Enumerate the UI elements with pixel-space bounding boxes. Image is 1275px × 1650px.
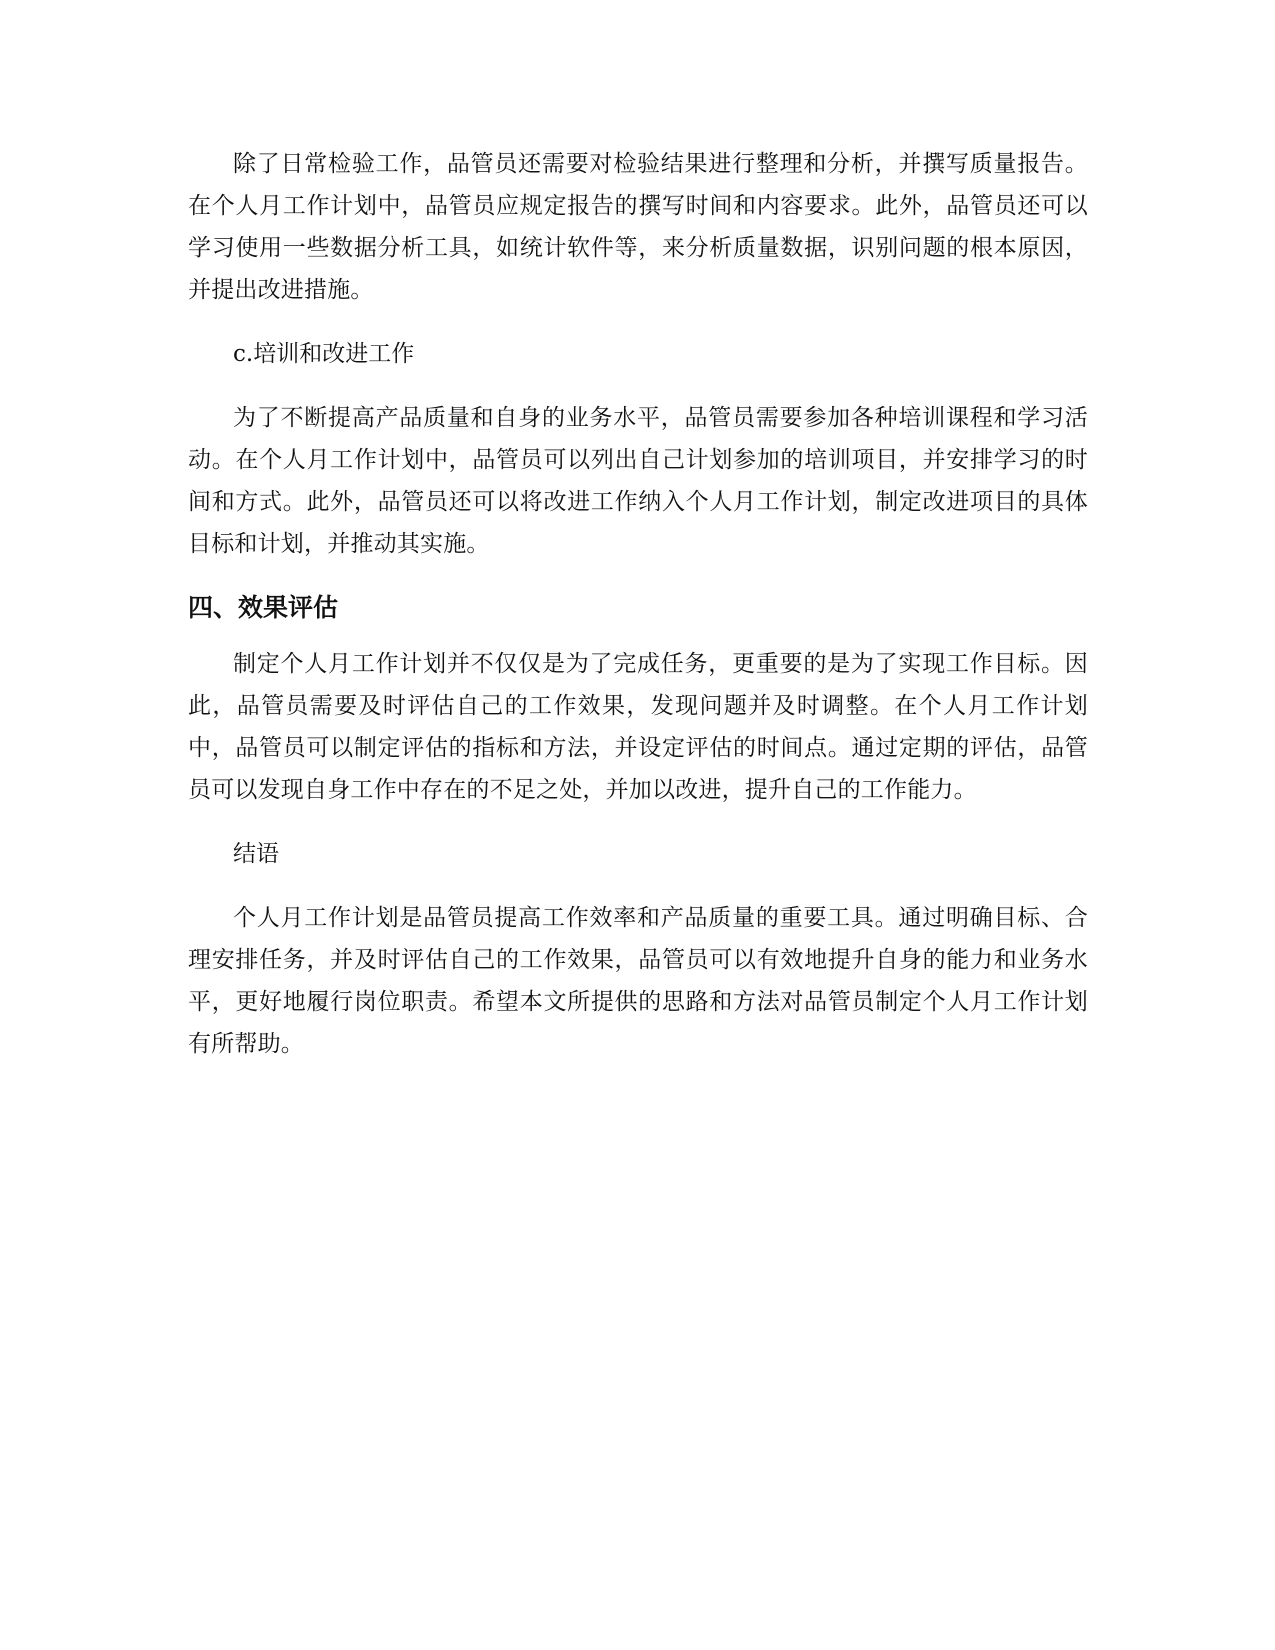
section-heading-evaluation: 四、效果评估 [188,593,339,622]
document-body [188,143,1088,1087]
paragraph-report-analysis: 除了日常检验工作，品管员还需要对检验结果进行整理和分析，并撰写质量报告。在个人月工作计划中，品管员应规定报告的撰写时间和内容要求。此外，品管员还可以学习使用一些数据分析工具，如统计软件等，来分析质量数据，识别问题的根本原因，并提出改进措施。 [188,151,1088,303]
conclusion-label: 结语 [233,841,279,867]
paragraph-conclusion: 个人月工作计划是品管员提高工作效率和产品质量的重要工具。通过明确目标、合理安排任务，并及时评估自己的工作效果，品管员可以有效地提升自身的能力和业务水平，更好地履行岗位职责。希望本文所提供的思路和方法对品管员制定个人月工作计划有所帮助。 [188,905,1088,1057]
paragraph-training: 为了不断提高产品质量和自身的业务水平，品管员需要参加各种培训课程和学习活动。在个人月工作计划中，品管员可以列出自己计划参加的培训项目，并安排学习的时间和方式。此外，品管员还可以将改进工作纳入个人月工作计划，制定改进项目的具体目标和计划，并推动其实施。 [188,405,1088,557]
paragraph-evaluation: 制定个人月工作计划并不仅仅是为了完成任务，更重要的是为了实现工作目标。因此，品管员需要及时评估自己的工作效果，发现问题并及时调整。在个人月工作计划中，品管员可以制定评估的指标和方法，并设定评估的时间点。通过定期的评估，品管员可以发现自身工作中存在的不足之处，并加以改进，提升自己的工作能力。 [188,651,1088,803]
subheading-training: c.培训和改进工作 [233,341,415,367]
